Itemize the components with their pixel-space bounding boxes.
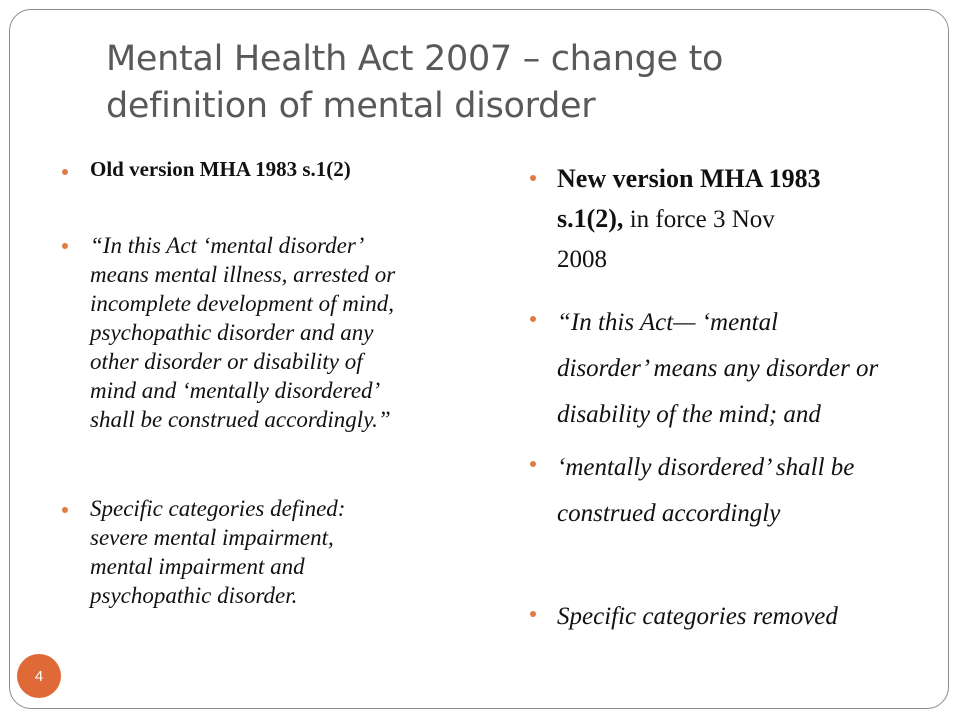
heading-in-force: in force 3 Nov [623,206,775,233]
quote-line: shall be construed accordingly.” [90,407,391,432]
categories-line: mental impairment and [90,554,305,579]
quote-line: other disorder or disability of [90,349,363,374]
quote-line: disability of the mind; and [557,401,821,428]
title-line-2: definition of mental disorder [106,86,596,126]
mentally-line: ‘mentally disordered’ shall be [557,454,855,481]
bullet-icon [530,611,536,617]
quote-line: “In this Act ‘mental disorder’ [90,233,365,258]
quote-line: incomplete development of mind, [90,291,395,316]
slide-title [106,36,926,130]
bullet-icon [62,169,68,175]
mentally-line: construed accordingly [557,500,781,527]
new-definition-quote [557,300,878,438]
categories-line: severe mental impairment, [90,525,334,550]
new-version-heading [557,159,821,280]
categories-line: psychopathic disorder. [90,583,298,608]
title-line-1: Mental Health Act 2007 – change to [106,39,724,79]
categories-removed-text: Specific categories removed [557,603,838,630]
bullet-icon [62,243,68,249]
mentally-disordered-text [557,445,854,537]
quote-line: means mental illness, arrested or [90,262,396,287]
bullet-icon [530,316,536,322]
old-definition-quote [90,231,395,434]
page-number-badge: 4 [17,654,61,698]
quote-line: “In this Act— ‘mental [557,309,779,336]
quote-line: mind and ‘mentally disordered’ [90,378,381,403]
bullet-icon [62,507,68,513]
bullet-icon [530,461,536,467]
quote-line: psychopathic disorder and any [90,320,374,345]
old-categories-text [90,494,345,610]
bullet-icon [530,175,536,181]
old-version-heading: Old version MHA 1983 s.1(2) [90,157,351,181]
categories-line: Specific categories defined: [90,496,346,521]
heading-section-ref: s.1(2), [557,204,624,233]
heading-line-1: New version MHA 1983 [557,164,821,193]
heading-line-3: 2008 [557,246,607,273]
heading-line-2 [557,199,821,240]
quote-line: disorder’ means any disorder or [557,355,879,382]
